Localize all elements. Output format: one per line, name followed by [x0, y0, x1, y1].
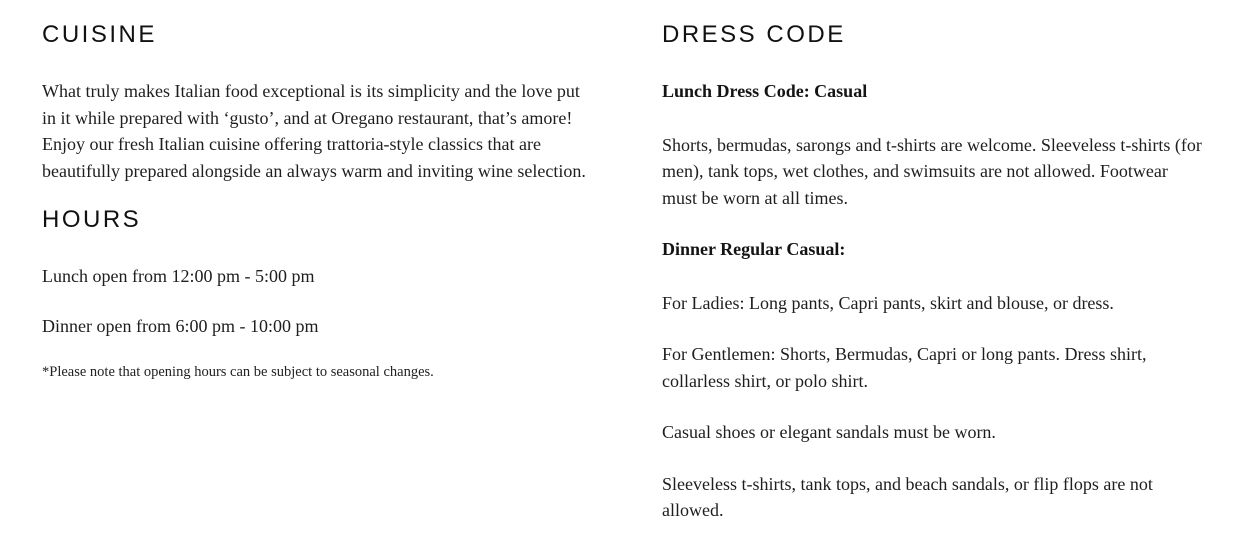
footwear-rule: Casual shoes or elegant sandals must be worn. — [662, 422, 996, 442]
gentlemen-dress-rules: For Gentlemen: Shorts, Bermudas, Capri or long pants. Dress shirt, collarless shirt, or polo shirt. — [662, 344, 1147, 391]
dinner-hours: Dinner open from 6:00 pm - 10:00 pm — [42, 315, 319, 336]
hours-heading: HOURS — [42, 206, 142, 233]
lunch-hours: Lunch open from 12:00 pm - 5:00 pm — [42, 266, 315, 286]
ladies-dress-rules: For Ladies: Long pants, Capri pants, skirt and blouse, or dress. — [662, 292, 1114, 313]
lunch-dress-code-subheading: Lunch Dress Code: Casual — [662, 81, 868, 101]
hours-seasonal-note: *Please note that opening hours can be subject to seasonal changes. — [42, 364, 434, 380]
dress-code-column — [662, 20, 1202, 549]
lunch-dress-code-rules: Shorts, bermudas, sarongs and t-shirts are welcome. Sleeveless t-shirts (for men), tank tops, wet clothes, and swimsuits are not allowed. Footwear must be worn at all times. — [662, 134, 1202, 208]
cuisine-hours-column — [42, 20, 590, 549]
cuisine-heading: CUISINE — [42, 21, 157, 48]
cuisine-description: What truly makes Italian food exceptional is its simplicity and the love put in it while prepared with ‘gusto’, and at Oregano restaurant, that’s amore! Enjoy our fresh Italian cuisine offering trattoria-style classics that are beautifully prepared alongside an always warm and inviting wine selection. — [42, 81, 586, 181]
dinner-dress-code-subheading: Dinner Regular Casual: — [662, 239, 846, 259]
dress-code-heading: DRESS CODE — [662, 21, 846, 48]
not-allowed-rule: Sleeveless t-shirts, tank tops, and beach sandals, or flip flops are not allowed. — [662, 473, 1153, 520]
